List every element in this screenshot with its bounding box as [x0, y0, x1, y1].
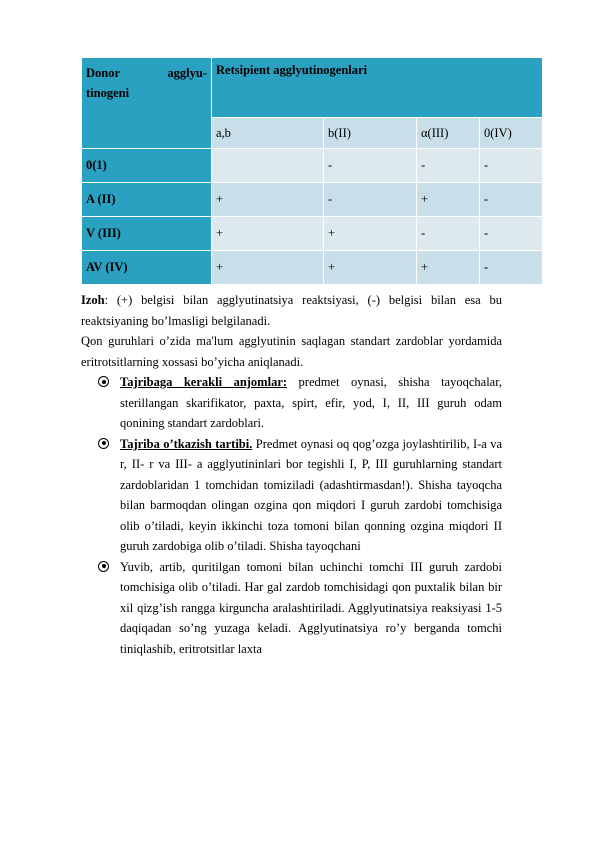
table-cell: -	[324, 149, 417, 183]
note-text: : (+) belgisi bilan agglyutinatsiya reaktsiyasi, (-) belgisi bilan esa bu reaktsiyaning bo’lmasligi belgilanadi.	[81, 293, 502, 328]
subheader-cell: b(II)	[324, 118, 417, 149]
donor-header-word1: Donor	[86, 66, 121, 80]
table-cell: +	[324, 217, 417, 251]
row-label: AV (IV)	[82, 251, 212, 285]
table-row	[82, 251, 543, 285]
list-item	[98, 372, 502, 434]
table-cell: +	[324, 251, 417, 285]
row-label: 0(1)	[82, 149, 212, 183]
table-cell: -	[417, 149, 480, 183]
intro-paragraph: Qon guruhlari o’zida ma'lum agglyutinin saqlagan standart zardoblar yordamida eritrotsitlarning xossasi bo’yicha aniqlanadi.	[81, 334, 502, 369]
recipient-header: Retsipient agglyutinogenlari	[212, 58, 543, 118]
subheader-cell: 0(IV)	[480, 118, 543, 149]
bullet-text: Yuvib, artib, quritilgan tomoni bilan uchinchi tomchi III guruh zardobi tomchisiga olib o’tiladi. Har gal zardob tomchisidagi qon puxtalik bilan bir xil qizg’ish rangga kirguncha aralashtiriladi. Agglyutinatsiya reaksiyasi 1-5 daqiqadan so’ng yuzaga keladi. Agglyutinatsiya ro’y berganda tomchi tiniqlashib, eritrotsitlar laxta	[120, 559, 502, 656]
table-row	[82, 183, 543, 217]
note-label: Izoh	[81, 293, 105, 307]
row-label: V (III)	[82, 217, 212, 251]
agglutination-table	[81, 57, 543, 285]
table-cell: +	[417, 183, 480, 217]
bullet-text: Predmet oynasi oq qog’ozga joylashtirilib, I-a va r, II- r va III- a agglyutininlari bor tegishli I, P, III guruhlarning standart zardoblaridan 1 tomchidan tomiziladi (adashtirmasdan!). Shisha tayoqcha bilan barmoqdan olingan ozgina qon miqdori I guruh zardobi tomchisiga olib o’tiladi, keyin ikkinchi toza tomoni bilan qonning ozgina miqdori II guruh zardobiga olib o’tiladi. Shisha tayoqchani	[120, 436, 503, 553]
table-cell: +	[212, 217, 324, 251]
table-cell	[212, 149, 324, 183]
table-cell: -	[480, 217, 543, 251]
table-cell: +	[417, 251, 480, 285]
subheader-cell: a,b	[212, 118, 324, 149]
table-cell: -	[480, 149, 543, 183]
table-cell: +	[212, 183, 324, 217]
bullet-list	[98, 372, 502, 659]
circle-bullet-icon	[98, 438, 109, 449]
table-row	[82, 217, 543, 251]
subheader-cell: α(III)	[417, 118, 480, 149]
donor-header-word2: agglyu-	[167, 66, 207, 80]
table-cell: -	[417, 217, 480, 251]
circle-bullet-icon	[98, 376, 109, 387]
row-label: A (II)	[82, 183, 212, 217]
donor-header	[82, 58, 212, 149]
circle-bullet-icon	[98, 561, 109, 572]
bullet-title: Tajriba o’tkazish tartibi.	[120, 436, 253, 451]
note-paragraph	[81, 290, 502, 331]
bullet-text: predmet oynasi, shisha tayoqchalar, sterillangan skarifikator, paxta, spirt, efir, yod, I, II, III guruh odam qonining standart zardoblari.	[120, 375, 503, 430]
list-item	[98, 557, 502, 660]
donor-header-word3: tinogeni	[86, 86, 130, 100]
table-cell: -	[480, 251, 543, 285]
list-item	[98, 434, 502, 557]
bullet-title: Tajribaga kerakli anjomlar:	[120, 375, 288, 389]
table-cell: -	[480, 183, 543, 217]
table-cell: -	[324, 183, 417, 217]
table-row	[82, 149, 543, 183]
table-cell: +	[212, 251, 324, 285]
